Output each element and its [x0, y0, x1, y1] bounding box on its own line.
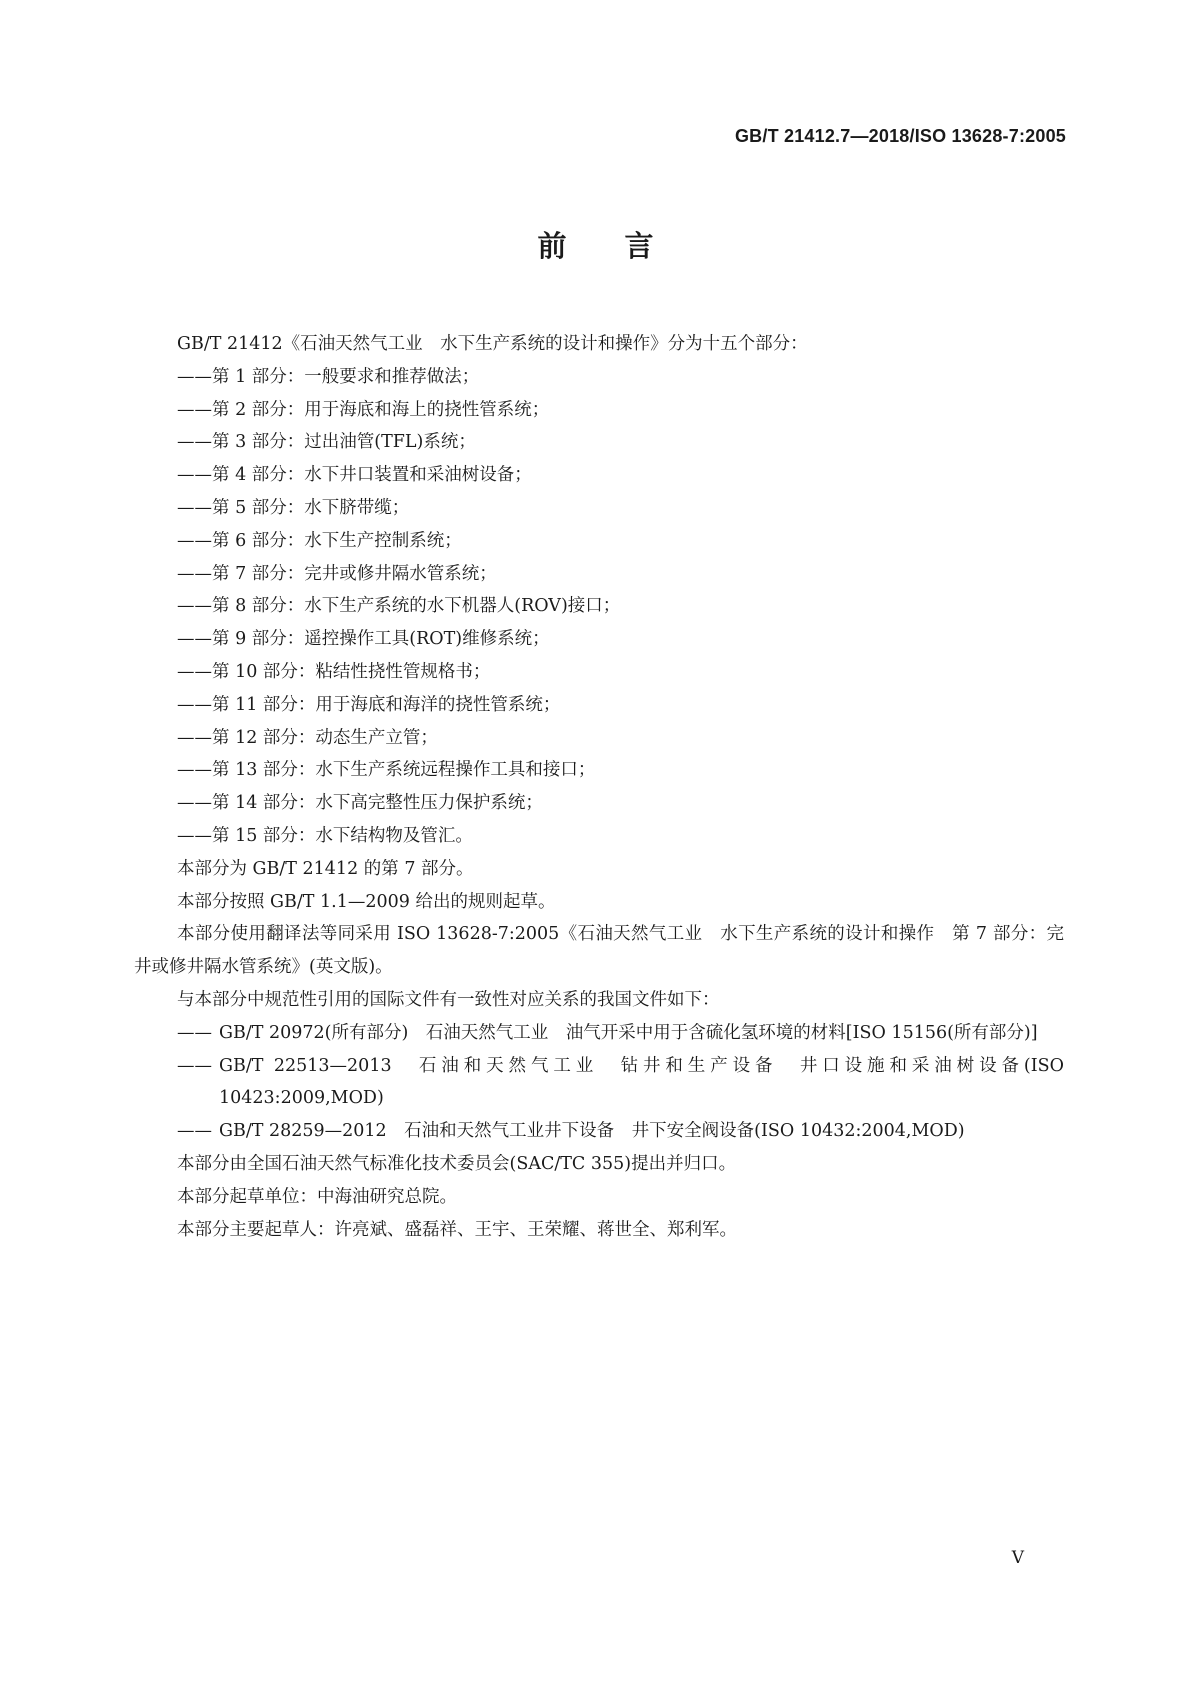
- reference-item: [134, 1115, 1064, 1148]
- reference-item: [134, 1050, 1064, 1116]
- correspondence-paragraph: 与本部分中规范性引用的国际文件有一致性对应关系的我国文件如下：: [177, 989, 720, 1010]
- list-item: ——第 5 部分：水下脐带缆；: [177, 497, 410, 518]
- intro-paragraph: GB/T 21412《石油天然气工业 水下生产系统的设计和操作》分为十五个部分：: [177, 334, 808, 354]
- reference-text: GB/T 20972(所有部分) 石油天然气工业 油气开采中用于含硫化氢环境的材料[ISO 15156(所有部分)]: [219, 1022, 1038, 1043]
- foreword-body: [134, 328, 1064, 1246]
- reference-list: [134, 1017, 1064, 1148]
- reference-dash: ——: [177, 1121, 212, 1142]
- proposed-paragraph: 本部分由全国石油天然气标准化技术委员会(SAC/TC 355)提出并归口。: [177, 1153, 737, 1174]
- list-item: ——第 6 部分：水下生产控制系统；: [177, 530, 462, 551]
- drafting-unit-paragraph: 本部分起草单位：中海油研究总院。: [177, 1186, 457, 1207]
- list-item: ——第 1 部分：一般要求和推荐做法；: [177, 366, 480, 387]
- parts-list: [134, 361, 1064, 853]
- list-item: ——第 15 部分：水下结构物及管汇。: [177, 825, 473, 846]
- reference-text: GB/T 22513—2013 石油和天然气工业 钻井和生产设备 井口设施和采油树设备(ISO 10423:2009,MOD): [219, 1055, 1064, 1109]
- list-item: ——第 11 部分：用于海底和海洋的挠性管系统；: [177, 694, 561, 715]
- list-item: ——第 10 部分：粘结性挠性管规格书；: [177, 661, 491, 682]
- list-item: ——第 8 部分：水下生产系统的水下机器人(ROV)接口；: [177, 596, 621, 617]
- list-item: ——第 2 部分：用于海底和海上的挠性管系统；: [177, 399, 550, 420]
- translation-paragraph: 本部分使用翻译法等同采用 ISO 13628-7:2005《石油天然气工业 水下生产系统的设计和操作 第 7 部分：完井或修井隔水管系统》(英文版)。: [134, 924, 1064, 978]
- rules-paragraph: 本部分按照 GB/T 1.1—2009 给出的规则起草。: [177, 891, 556, 912]
- page-number: V: [1011, 1548, 1024, 1568]
- reference-item: [134, 1017, 1064, 1050]
- list-item: ——第 12 部分：动态生产立管；: [177, 727, 438, 748]
- list-item: ——第 9 部分：遥控操作工具(ROT)维修系统；: [177, 629, 550, 650]
- list-item: ——第 14 部分：水下高完整性压力保护系统；: [177, 793, 543, 814]
- page-title: 前言: [537, 229, 712, 263]
- reference-text: GB/T 28259—2012 石油和天然气工业井下设备 井下安全阀设备(ISO 10432:2004,MOD): [219, 1121, 965, 1142]
- list-item: ——第 3 部分：过出油管(TFL)系统；: [177, 432, 476, 453]
- drafters-paragraph: 本部分主要起草人：许亮斌、盛磊祥、王宇、王荣耀、蒋世全、郑利军。: [177, 1219, 737, 1240]
- reference-dash: ——: [177, 1022, 212, 1043]
- standard-code: GB/T 21412.7—2018/ISO 13628-7:2005: [734, 126, 1066, 146]
- reference-dash: ——: [177, 1055, 212, 1076]
- list-item: ——第 7 部分：完井或修井隔水管系统；: [177, 563, 497, 584]
- list-item: ——第 4 部分：水下井口装置和采油树设备；: [177, 465, 532, 486]
- list-item: ——第 13 部分：水下生产系统远程操作工具和接口；: [177, 760, 596, 781]
- part7-paragraph: 本部分为 GB/T 21412 的第 7 部分。: [177, 858, 474, 879]
